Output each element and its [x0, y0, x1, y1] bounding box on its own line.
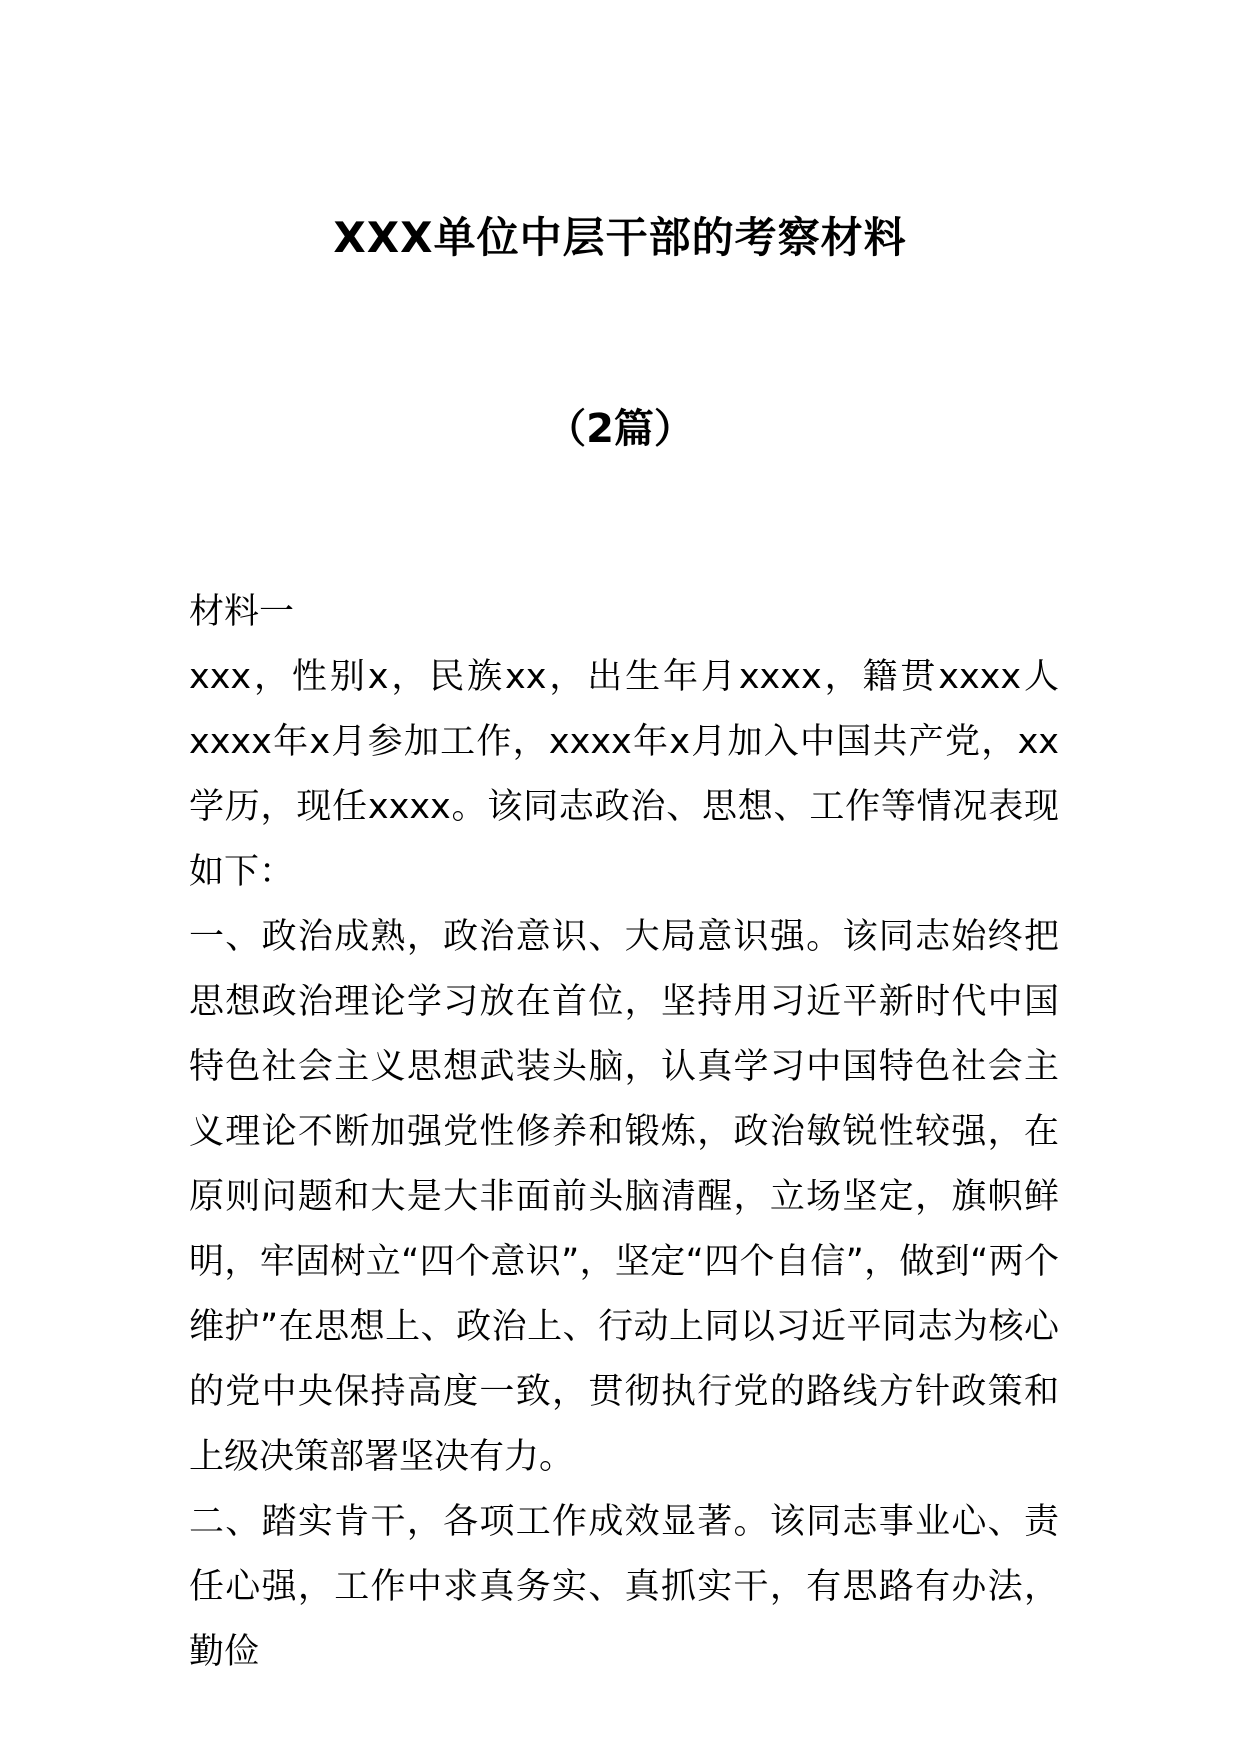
document-subtitle: （2篇） — [546, 406, 694, 452]
paragraph: 一、政治成熟，政治意识、大局意识强。该同志始终把思想政治理论学习放在首位，坚持用习近平新时代中国特色社会主义思想武装头脑，认真学习中国特色社会主义理论不断加强党性修养和锻炼，政治敏锐性较强，在原则问题和大是大非面前头脑清醒，立场坚定，旗帜鲜明，牢固树立“四个意识”，坚定“四个自信”，做到“两个维护”在思想上、政治上、行动上同以习近平同志为核心的党中央保持高度一致，贯彻执行党的路线方针政策和上级决策部署坚决有力。 — [189, 917, 1059, 1477]
paragraph: 二、踏实肯干，各项工作成效显著。该同志事业心、责任心强，工作中求真务实、真抓实干，有思路有办法，勤俭 — [189, 1502, 1059, 1672]
document-title: XXX单位中层干部的考察材料 — [333, 213, 907, 262]
section-label: 材料一 — [189, 592, 295, 632]
paragraph: xxx，性别x，民族xx，出生年月xxxx，籍贯xxxx人xxxx年x月参加工作，xxxx年x月加入中国共产党，xx学历，现任xxxx。该同志政治、思想、工作等情况表现如下： — [189, 657, 1059, 892]
document-body — [189, 580, 1059, 1685]
